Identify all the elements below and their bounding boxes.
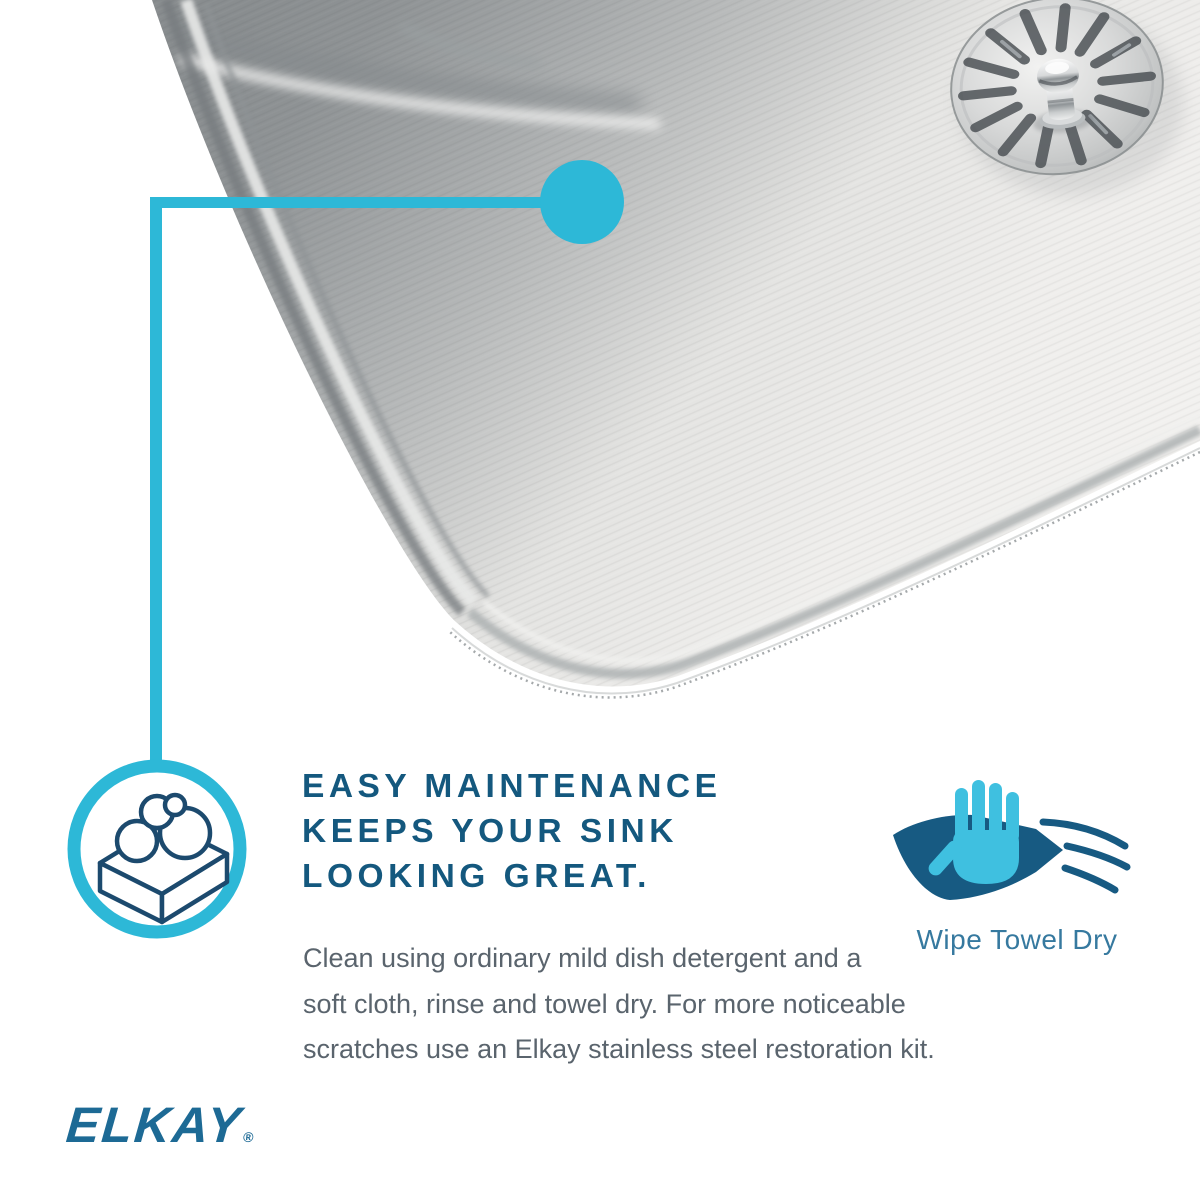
wipe-towel-icon bbox=[893, 772, 1141, 910]
callout-horizontal-line bbox=[150, 197, 583, 208]
soap-badge bbox=[67, 759, 247, 939]
headline-line-1: EASY MAINTENANCE bbox=[302, 768, 722, 805]
headline-line-2: KEEPS YOUR SINK bbox=[302, 813, 678, 850]
wipe-towel-dry bbox=[892, 772, 1142, 956]
callout-dot bbox=[540, 160, 624, 244]
headline-line-3: LOOKING GREAT. bbox=[302, 858, 651, 895]
body-line-3: scratches use an Elkay stainless steel restoration kit. bbox=[303, 1034, 935, 1064]
logo-text: ELKAY bbox=[64, 1097, 245, 1153]
elkay-logo bbox=[64, 1096, 259, 1154]
wipe-towel-label: Wipe Towel Dry bbox=[916, 924, 1118, 955]
body-line-2: soft cloth, rinse and towel dry. For more noticeable bbox=[303, 988, 906, 1019]
registered-mark: ® bbox=[242, 1129, 257, 1145]
body-line-1: Clean using ordinary mild dish detergent and a bbox=[303, 943, 862, 973]
body-copy bbox=[303, 936, 935, 1073]
callout-vertical-line bbox=[150, 197, 162, 762]
headline bbox=[302, 764, 822, 899]
